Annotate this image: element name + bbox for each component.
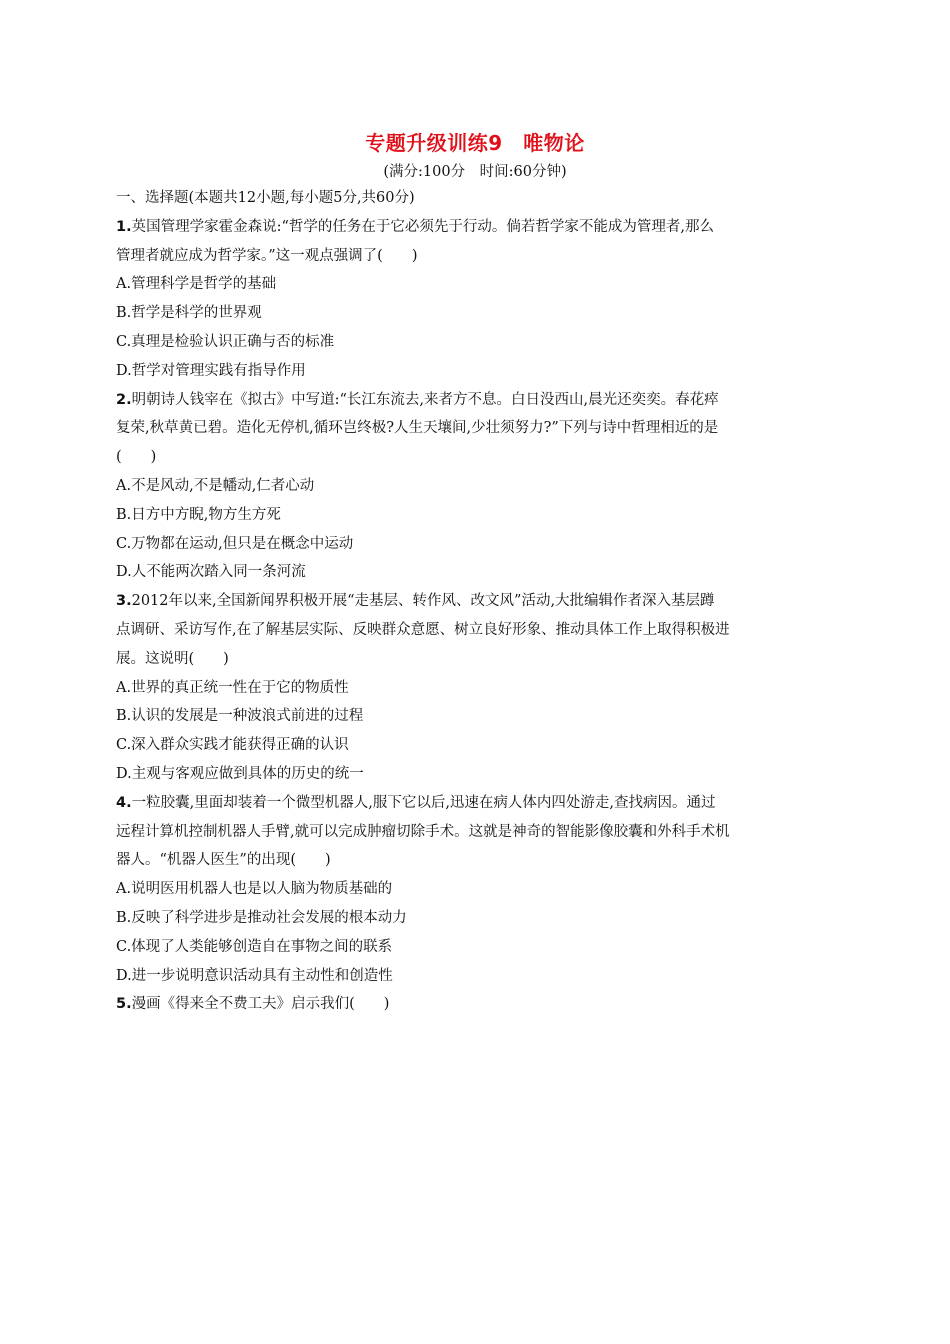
page-subtitle: (满分:100分 时间:60分钟) bbox=[383, 164, 567, 180]
question-line bbox=[116, 213, 834, 242]
option-c: C.深入群众实践才能获得正确的认识 bbox=[116, 737, 349, 754]
option-b: B.日方中方睨,物方生方死 bbox=[116, 506, 281, 523]
question-text: 英国管理学家霍金森说:“哲学的任务在于它必须先于行动。倘若哲学家不能成为管理者,那么 bbox=[131, 218, 715, 235]
option-b: B.哲学是科学的世界观 bbox=[116, 305, 262, 322]
option-d: D.哲学对管理实践有指导作用 bbox=[116, 362, 306, 379]
question-number: 4. bbox=[116, 794, 132, 811]
option-c: C.真理是检验认识正确与否的标准 bbox=[116, 333, 335, 350]
question-line: 点调研、采访写作,在了解基层实际、反映群众意愿、树立良好形象、推动具体工作上取得积极进 bbox=[116, 621, 730, 638]
option-a: A.世界的真正统一性在于它的物质性 bbox=[116, 679, 349, 696]
question-text: 漫画《得来全不费工夫》启示我们( ) bbox=[131, 996, 390, 1013]
option-c: C.体现了人类能够创造自在事物之间的联系 bbox=[116, 938, 393, 955]
option-d: D.进一步说明意识活动具有主动性和创造性 bbox=[116, 967, 393, 984]
question-number: 5. bbox=[116, 996, 132, 1013]
document-content bbox=[116, 184, 834, 1019]
question-4 bbox=[116, 789, 834, 991]
option-c: C.万物都在运动,但只是在概念中运动 bbox=[116, 535, 354, 552]
page-title: 专题升级训练9 唯物论 bbox=[365, 131, 585, 155]
option-a: A.说明医用机器人也是以人脑为物质基础的 bbox=[116, 881, 393, 898]
question-number: 1. bbox=[116, 218, 132, 235]
section-heading: 一、选择题(本题共12小题,每小题5分,共60分) bbox=[116, 190, 415, 206]
option-a: A.管理科学是哲学的基础 bbox=[116, 276, 277, 293]
question-text: 一粒胶囊,里面却装着一个微型机器人,服下它以后,迅速在病人体内四处游走,查找病因。通过 bbox=[131, 794, 716, 811]
question-line: 管理者就应成为哲学家。”这一观点强调了( ) bbox=[116, 247, 418, 264]
question-line bbox=[116, 990, 834, 1019]
question-line: 器人。“机器人医生”的出现( ) bbox=[116, 852, 331, 869]
question-text: 明朝诗人钱宰在《拟古》中写道:“长江东流去,来者方不息。白日没西山,晨光还奕奕。春花瘁 bbox=[131, 391, 719, 408]
question-line: ( ) bbox=[116, 449, 157, 466]
question-line: 展。这说明( ) bbox=[116, 650, 229, 667]
option-a: A.不是风动,不是幡动,仁者心动 bbox=[116, 477, 315, 494]
question-line: 远程计算机控制机器人手臂,就可以完成肿瘤切除手术。这就是神奇的智能影像胶囊和外科手术机 bbox=[116, 823, 730, 840]
option-b: B.认识的发展是一种波浪式前进的过程 bbox=[116, 708, 364, 725]
question-number: 3. bbox=[116, 593, 132, 610]
option-d: D.人不能两次踏入同一条河流 bbox=[116, 564, 306, 581]
question-number: 2. bbox=[116, 391, 132, 408]
option-b: B.反映了科学进步是推动社会发展的根本动力 bbox=[116, 909, 407, 926]
question-1 bbox=[116, 213, 834, 386]
question-line bbox=[116, 386, 834, 415]
question-2 bbox=[116, 386, 834, 588]
question-line bbox=[116, 789, 834, 818]
question-text: 2012年以来,全国新闻界积极开展“走基层、转作风、改文风”活动,大批编辑作者深入基层蹲 bbox=[131, 593, 715, 610]
option-d: D.主观与客观应做到具体的历史的统一 bbox=[116, 765, 364, 782]
question-3 bbox=[116, 587, 834, 789]
question-5 bbox=[116, 990, 834, 1019]
question-line bbox=[116, 587, 834, 616]
question-line: 复荣,秋草黄已碧。造化无停机,循环岂终极?人生天壤间,少壮须努力?”下列与诗中哲理相近的是 bbox=[116, 420, 719, 437]
